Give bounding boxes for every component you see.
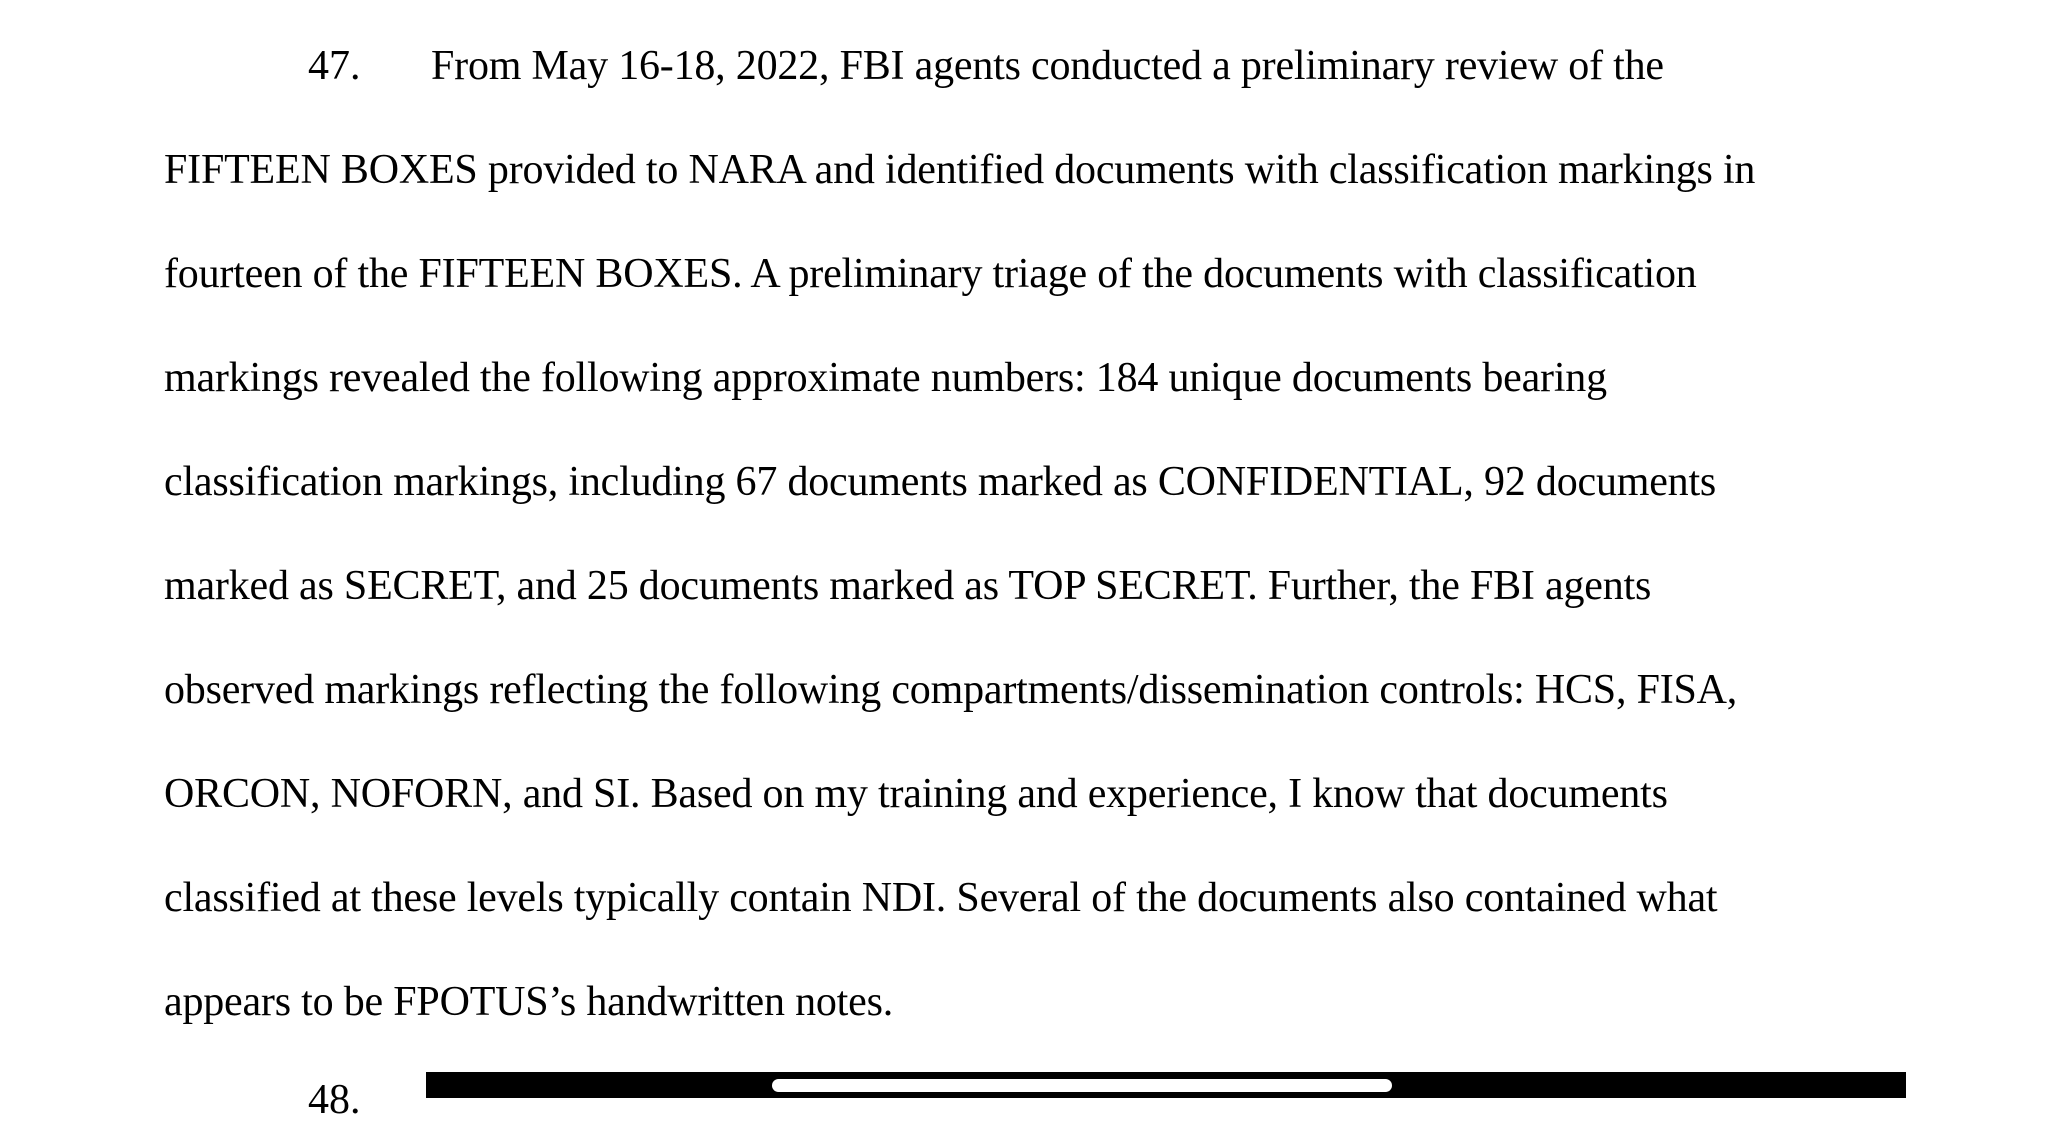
paragraph-line-3: fourteen of the FIFTEEN BOXES. A preliminary triage of the documents with classification: [164, 251, 1697, 297]
paragraph-line-10: appears to be FPOTUS’s handwritten notes.: [164, 979, 894, 1025]
paragraph-line-5: classification markings, including 67 documents marked as CONFIDENTIAL, 92 documents: [164, 459, 1717, 505]
paragraph-line-4: markings revealed the following approximate numbers: 184 unique documents bearing: [164, 355, 1607, 401]
paragraph-line-8: ORCON, NOFORN, and SI. Based on my training and experience, I know that documents: [164, 771, 1668, 817]
paragraph-number: 47.: [308, 43, 361, 89]
next-paragraph-number: 48.: [308, 1077, 361, 1123]
paragraph-line-7: observed markings reflecting the following compartments/dissemination controls: HCS, FISA,: [164, 667, 1738, 713]
paragraph-line-2: FIFTEEN BOXES provided to NARA and identified documents with classification markings in: [164, 147, 1756, 193]
paragraph-line-1: From May 16-18, 2022, FBI agents conducted a preliminary review of the: [431, 43, 1664, 89]
paragraph-line-9: classified at these levels typically contain NDI. Several of the documents also contained what: [164, 875, 1718, 921]
home-indicator[interactable]: [772, 1079, 1392, 1092]
paragraph-line-6: marked as SECRET, and 25 documents marked as TOP SECRET. Further, the FBI agents: [164, 563, 1652, 609]
